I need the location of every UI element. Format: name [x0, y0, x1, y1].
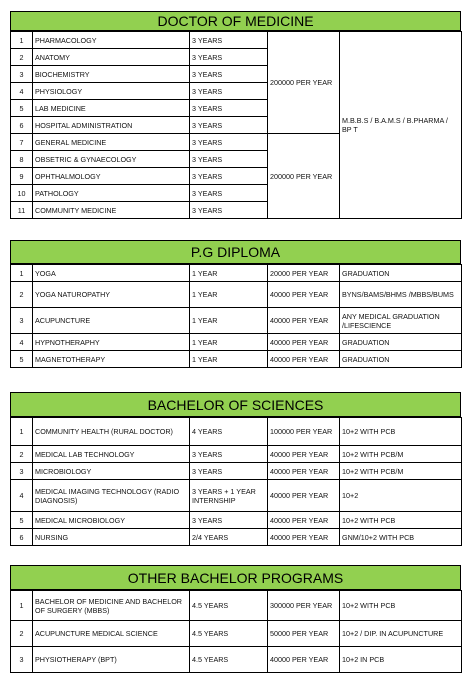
section-bachelor-of-sciences — [10, 392, 461, 546]
section-title: DOCTOR OF MEDICINE — [10, 11, 461, 31]
table-row: 2 MEDICAL LAB TECHNOLOGY 3 YEARS 40000 PER YEAR 10+2 WITH PCB/M — [11, 446, 462, 463]
table-row: 3 MICROBIOLOGY 3 YEARS 40000 PER YEAR 10+2 WITH PCB/M — [11, 463, 462, 480]
table-row: 4 MEDICAL IMAGING TECHNOLOGY (RADIO DIAGNOSIS) 3 YEARS + 1 YEAR INTERNSHIP 40000 PER YEAR 10+2 — [11, 480, 462, 512]
section-title: BACHELOR OF SCIENCES — [10, 392, 461, 417]
table-row: 5 MEDICAL MICROBIOLOGY 3 YEARS 40000 PER YEAR 10+2 WITH PCB — [11, 512, 462, 529]
table-row: 4 PHYSIOLOGY 3 YEARS — [11, 83, 462, 100]
course-table — [10, 417, 462, 546]
table-row: 10 PATHOLOGY 3 YEARS — [11, 185, 462, 202]
section-title: OTHER BACHELOR PROGRAMS — [10, 565, 461, 590]
course-table — [10, 264, 462, 368]
table-row: 7 GENERAL MEDICINE 3 YEARS 200000 PER YEAR — [11, 134, 462, 151]
table-row: 11 COMMUNITY MEDICINE 3 YEARS — [11, 202, 462, 219]
section-title: P.G DIPLOMA — [10, 240, 461, 264]
table-row: 9 OPHTHALMOLOGY 3 YEARS — [11, 168, 462, 185]
table-row: 2 YOGA NATUROPATHY 1 YEAR 40000 PER YEAR BYNS/BAMS/BHMS /MBBS/BUMS — [11, 282, 462, 308]
section-other-bachelor-programs — [10, 565, 461, 673]
course-table — [10, 31, 462, 219]
table-row: 6 NURSING 2/4 YEARS 40000 PER YEAR GNM/10+2 WITH PCB — [11, 529, 462, 546]
table-row: 1 COMMUNITY HEALTH (RURAL DOCTOR) 4 YEARS 100000 PER YEAR 10+2 WITH PCB — [11, 418, 462, 446]
table-row: 5 LAB MEDICINE 3 YEARS — [11, 100, 462, 117]
course-table — [10, 590, 462, 673]
table-row: 6 HOSPITAL ADMINISTRATION 3 YEARS — [11, 117, 462, 134]
table-row: 2 ACUPUNCTURE MEDICAL SCIENCE 4.5 YEARS 50000 PER YEAR 10+2 / DIP. IN ACUPUNCTURE — [11, 621, 462, 647]
table-row: 1 YOGA 1 YEAR 20000 PER YEAR GRADUATION — [11, 265, 462, 282]
table-row: 1 BACHELOR OF MEDICINE AND BACHELOR OF SURGERY (MBBS) 4.5 YEARS 300000 PER YEAR 10+2 WITH PCB — [11, 591, 462, 621]
table-row: 4 HYPNOTHERAPHY 1 YEAR 40000 PER YEAR GRADUATION — [11, 334, 462, 351]
table-row: 3 BIOCHEMISTRY 3 YEARS — [11, 66, 462, 83]
fee-cell: 200000 PER YEAR — [268, 32, 340, 134]
fee-cell: 200000 PER YEAR — [268, 134, 340, 219]
table-row: 1 PHARMACOLOGY 3 YEARS 200000 PER YEAR M.B.B.S / B.A.M.S / B.PHARMA / BP T — [11, 32, 462, 49]
table-row: 3 ACUPUNCTURE 1 YEAR 40000 PER YEAR ANY MEDICAL GRADUATION /LIFESCIENCE — [11, 308, 462, 334]
section-doctor-of-medicine — [10, 11, 461, 219]
table-row: 3 PHYSIOTHERAPY (BPT) 4.5 YEARS 40000 PER YEAR 10+2 IN PCB — [11, 647, 462, 673]
section-pg-diploma — [10, 240, 461, 368]
eligibility-cell: M.B.B.S / B.A.M.S / B.PHARMA / BP T — [340, 32, 462, 219]
table-row: 8 OBSETRIC & GYNAECOLOGY 3 YEARS — [11, 151, 462, 168]
table-row: 5 MAGNETOTHERAPY 1 YEAR 40000 PER YEAR GRADUATION — [11, 351, 462, 368]
table-row: 2 ANATOMY 3 YEARS — [11, 49, 462, 66]
